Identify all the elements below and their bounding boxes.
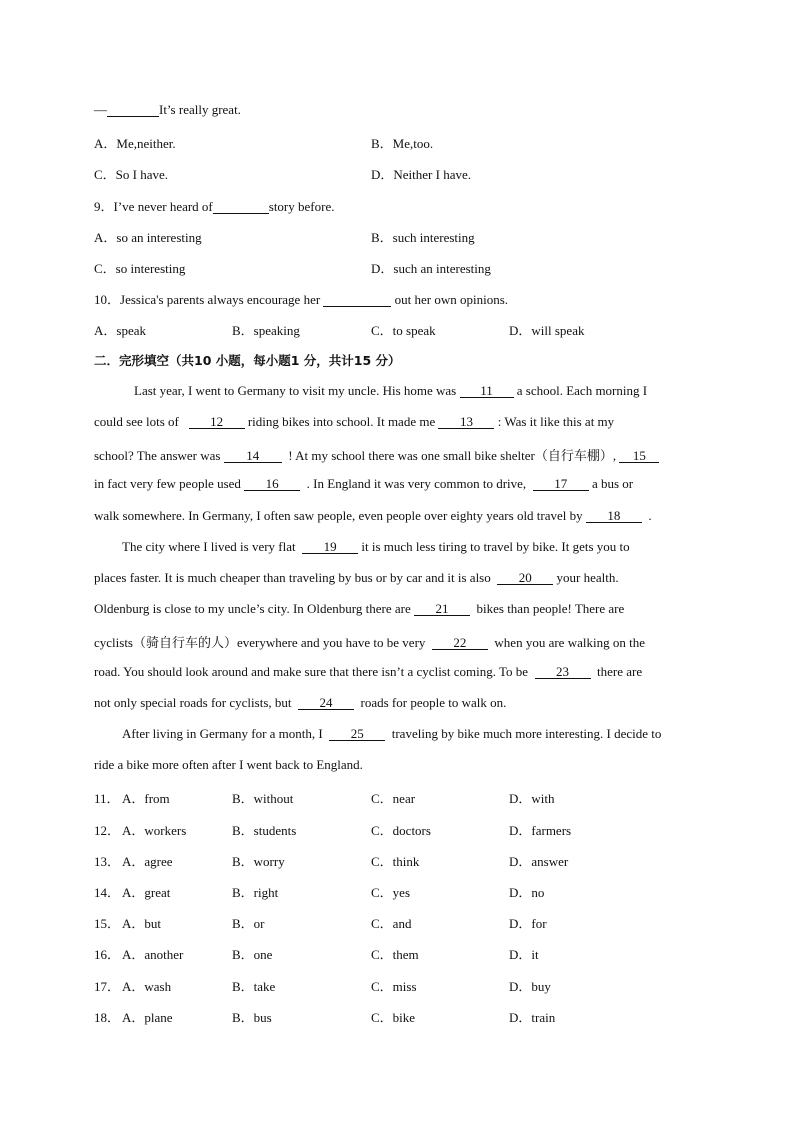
q9-option-b: B．such interesting: [371, 230, 475, 245]
option-row-number: 13．: [94, 854, 121, 869]
option-row-number: 18．: [94, 1010, 121, 1025]
option-d: D．answer: [509, 854, 569, 869]
q8-stem: [94, 102, 241, 118]
passage-line: ride a bike more often after I went back to England.: [94, 757, 363, 772]
passage-line: not only special roads for cyclists, but 24 roads for people to walk on.: [94, 695, 507, 710]
blank-21: 21: [414, 602, 470, 616]
option-d: D．with: [509, 791, 555, 806]
option-a: A．another: [122, 947, 184, 962]
q9-tail: story before.: [268, 199, 335, 214]
option-d: D．for: [509, 916, 547, 931]
option-a: A．plane: [122, 1010, 173, 1025]
passage-line: walk somewhere. In Germany, I often saw people, even people over eighty years old travel by 18 .: [94, 508, 652, 523]
q10-stem: [94, 289, 508, 308]
blank-14: 14: [224, 449, 282, 463]
option-a: A．great: [122, 885, 171, 900]
option-d: D．farmers: [509, 823, 572, 838]
passage-line: school? The answer was 14 ! At my school there was one small bike shelter（自行车棚）, 15: [94, 445, 700, 464]
option-d: D．buy: [509, 979, 551, 994]
option-c: C．think: [371, 854, 420, 869]
q8-tail: It’s really great.: [159, 102, 241, 117]
blank-25: 25: [329, 727, 385, 741]
blank-15: 15: [619, 449, 659, 463]
q9-head: I’ve never heard of: [113, 199, 213, 214]
option-row-number: 17．: [94, 979, 121, 994]
option-b: B．without: [232, 791, 294, 806]
option-b: B．right: [232, 885, 279, 900]
q10-option-a: A．speak: [94, 323, 146, 338]
q10-option-d: D．will speak: [509, 323, 585, 338]
option-c: C．them: [371, 947, 419, 962]
blank-16: 16: [244, 477, 300, 491]
q8-dash: —: [94, 102, 107, 117]
passage-line: could see lots of 12 riding bikes into school. It made me 13 : Was it like this at my: [94, 414, 615, 429]
option-c: C．and: [371, 916, 412, 931]
option-row-number: 14．: [94, 885, 121, 900]
passage-line: After living in Germany for a month, I 25 traveling by bike much more interesting. I decide to: [122, 726, 662, 741]
q10-option-c: C．to speak: [371, 323, 436, 338]
blank-24: 24: [298, 696, 354, 710]
option-a: A．agree: [122, 854, 173, 869]
option-row-number: 12．: [94, 823, 121, 838]
q8-option-a: A．Me,neither.: [94, 136, 176, 151]
section-2-title: 二．完形填空（共10 小题，每小题1 分，共计15 分）: [94, 353, 401, 368]
blank-12: 12: [189, 415, 245, 429]
q8-option-d: D．Neither I have.: [371, 167, 471, 182]
passage-line: Oldenburg is close to my uncle’s city. In Oldenburg there are 21 bikes than people! There are: [94, 601, 625, 616]
option-b: B．students: [232, 823, 297, 838]
blank-11: 11: [460, 384, 514, 398]
option-c: C．near: [371, 791, 416, 806]
q9-number: 9．: [94, 199, 114, 214]
option-c: C．bike: [371, 1010, 416, 1025]
passage-line: places faster. It is much cheaper than traveling by bus or by car and it is also 20 your health.: [94, 570, 619, 585]
option-d: D．it: [509, 947, 539, 962]
q8-option-b: B．Me,too.: [371, 136, 434, 151]
passage-line: in fact very few people used 16 . In England it was very common to drive, 17 a bus or: [94, 476, 634, 491]
q9-option-a: A．so an interesting: [94, 230, 202, 245]
option-b: B．one: [232, 947, 273, 962]
q10-tail: out her own opinions.: [394, 292, 509, 307]
passage-line: The city where I lived is very flat 19 it is much less tiring to travel by bike. It gets you to: [122, 539, 630, 554]
q9-option-d: D．such an interesting: [371, 261, 491, 276]
option-b: B．bus: [232, 1010, 272, 1025]
option-b: B．take: [232, 979, 276, 994]
option-a: A．workers: [122, 823, 187, 838]
q10-head: Jessica's parents always encourage her: [120, 292, 321, 307]
option-c: C．yes: [371, 885, 411, 900]
option-d: D．train: [509, 1010, 556, 1025]
q10-option-b: B．speaking: [232, 323, 300, 338]
q9-option-c: C．so interesting: [94, 261, 186, 276]
q10-blank: [323, 293, 391, 307]
option-d: D．no: [509, 885, 545, 900]
option-b: B．worry: [232, 854, 285, 869]
option-row-number: 16．: [94, 947, 121, 962]
option-row-number: 15．: [94, 916, 121, 931]
q10-number: 10．: [94, 292, 121, 307]
q8-option-c: C．So I have.: [94, 167, 169, 182]
q8-blank: [107, 103, 159, 117]
passage-line: cyclists（骑自行车的人）everywhere and you have to be very 22 when you are walking on the: [94, 635, 645, 650]
blank-22: 22: [432, 636, 488, 650]
passage-line: road. You should look around and make sure that there isn’t a cyclist coming. To be 23 there are: [94, 664, 643, 679]
option-a: A．but: [122, 916, 162, 931]
option-b: B．or: [232, 916, 265, 931]
blank-19: 19: [302, 540, 358, 554]
q9-stem: [94, 196, 334, 215]
blank-23: 23: [535, 665, 591, 679]
option-row-number: 11．: [94, 791, 120, 806]
option-c: C．doctors: [371, 823, 431, 838]
option-a: A．from: [122, 791, 170, 806]
blank-20: 20: [497, 571, 553, 585]
blank-13: 13: [438, 415, 494, 429]
blank-18: 18: [586, 509, 642, 523]
option-a: A．wash: [122, 979, 172, 994]
blank-17: 17: [533, 477, 589, 491]
q9-blank: [213, 200, 269, 214]
option-c: C．miss: [371, 979, 417, 994]
passage-line: Last year, I went to Germany to visit my uncle. His home was 11 a school. Each morning I: [134, 383, 648, 398]
